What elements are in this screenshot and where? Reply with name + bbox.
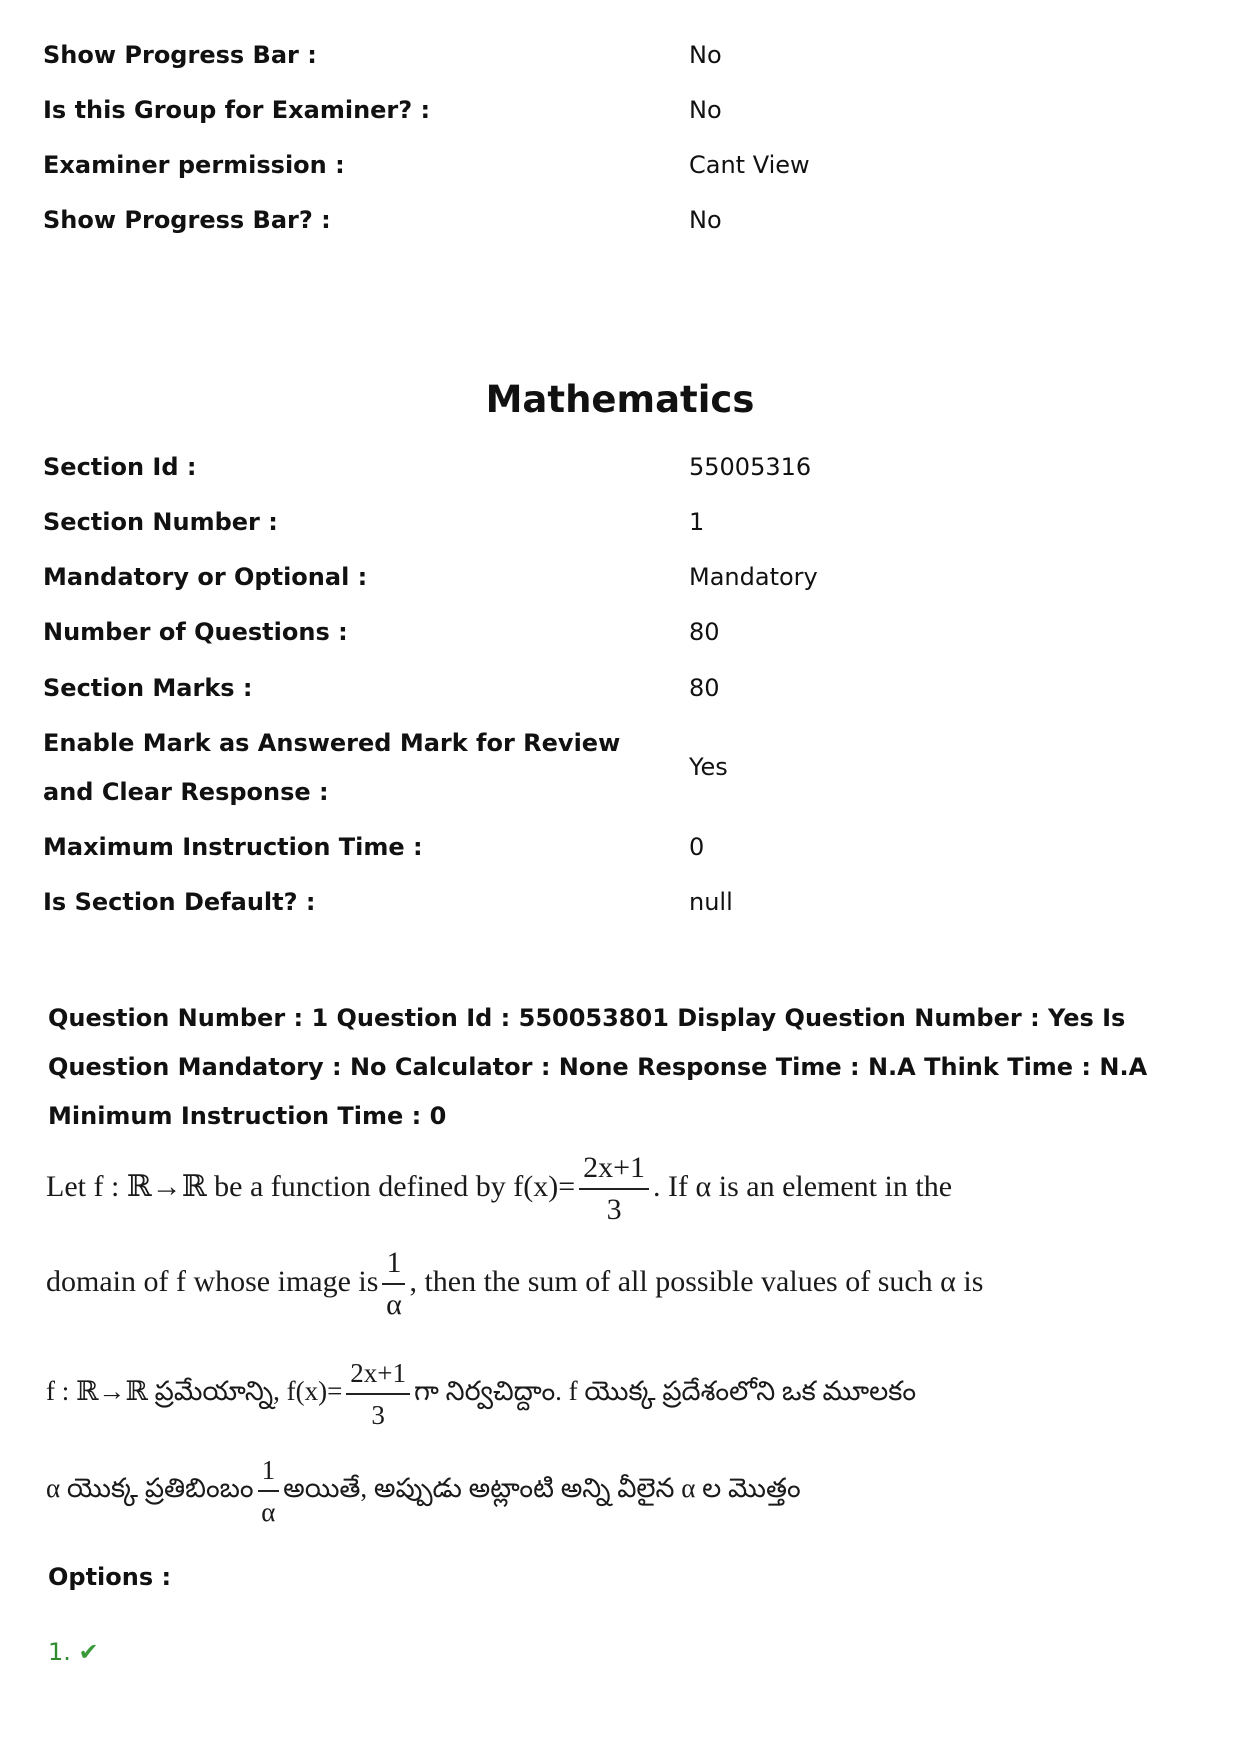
question-text: Let f : ℝ→ℝ be a function defined by f(x)= [46, 1169, 576, 1203]
field-value: Cant View [689, 151, 810, 179]
question-text: α యొక్క ప్రతిబింబం [46, 1473, 254, 1504]
fraction-numerator: 2x+1 [579, 1148, 649, 1190]
field-label: Is this Group for Examiner? : [43, 96, 431, 124]
fraction [258, 1450, 280, 1532]
question-text: domain of f whose image is [46, 1264, 379, 1298]
fraction-denominator: 3 [606, 1193, 622, 1226]
fraction-numerator: 2x+1 [346, 1353, 410, 1395]
field-label: Section Marks : [43, 674, 253, 702]
question-text-en-line2 [46, 1243, 983, 1325]
section-title: Mathematics [485, 378, 755, 421]
fraction [382, 1243, 405, 1325]
question-text-en-line1 [46, 1148, 952, 1230]
fraction-denominator: α [261, 1497, 276, 1527]
field-value: 55005316 [689, 453, 812, 481]
field-value: Yes [689, 753, 728, 781]
question-text: f : ℝ→ℝ ప్రమేయాన్ని, f(x)= [46, 1376, 343, 1407]
field-value: Mandatory [689, 563, 818, 591]
fraction [346, 1353, 410, 1435]
field-label: Maximum Instruction Time : [43, 833, 423, 861]
fraction-numerator: 1 [258, 1450, 280, 1492]
field-value: No [689, 96, 722, 124]
field-label: Number of Questions : [43, 618, 348, 646]
field-value: No [689, 41, 722, 69]
field-label: Show Progress Bar? : [43, 206, 331, 234]
question-text: గా నిర్వచిద్దాం. f యొక్క ప్రదేశంలోని ఒక మూలకం [414, 1376, 917, 1407]
question-text: అయితే, అప్పుడు అట్లాంటి అన్ని వీలైన α ల మొత్తం [283, 1473, 801, 1504]
question-text-te-line2 [46, 1450, 801, 1532]
question-text: , then the sum of all possible values of such α is [409, 1264, 984, 1298]
field-value: 80 [689, 674, 720, 702]
field-label: Examiner permission : [43, 151, 345, 179]
field-label: Section Id : [43, 453, 197, 481]
question-header: Question Number : 1 Question Id : 550053801 Display Question Number : Yes Is Question Mandatory : No Calculator : None Response Time : N.A Think Time : N.A Minimum Instruction Time : 0 [48, 1004, 1148, 1130]
field-label: Mandatory or Optional : [43, 563, 368, 591]
field-label: Show Progress Bar : [43, 41, 317, 69]
option-number: 1. [48, 1638, 71, 1666]
field-label: Is Section Default? : [43, 888, 316, 916]
field-value: null [689, 888, 733, 916]
option-1[interactable] [48, 1632, 99, 1672]
fraction-denominator: 3 [371, 1400, 385, 1430]
fraction-numerator: 1 [382, 1243, 405, 1285]
fraction [579, 1148, 649, 1230]
field-value: No [689, 206, 722, 234]
field-value: 1 [689, 508, 705, 536]
question-text: . If α is an element in the [653, 1169, 953, 1203]
field-value: 0 [689, 833, 705, 861]
fraction-denominator: α [386, 1288, 402, 1321]
field-label: Enable Mark as Answered Mark for Review and Clear Response : [43, 729, 621, 806]
field-value: 80 [689, 618, 720, 646]
field-label: Section Number : [43, 508, 278, 536]
field-row [43, 719, 1203, 817]
question-text-te-line1 [46, 1353, 916, 1435]
options-label: Options : [48, 1563, 172, 1591]
check-icon: ✔ [78, 1638, 99, 1666]
